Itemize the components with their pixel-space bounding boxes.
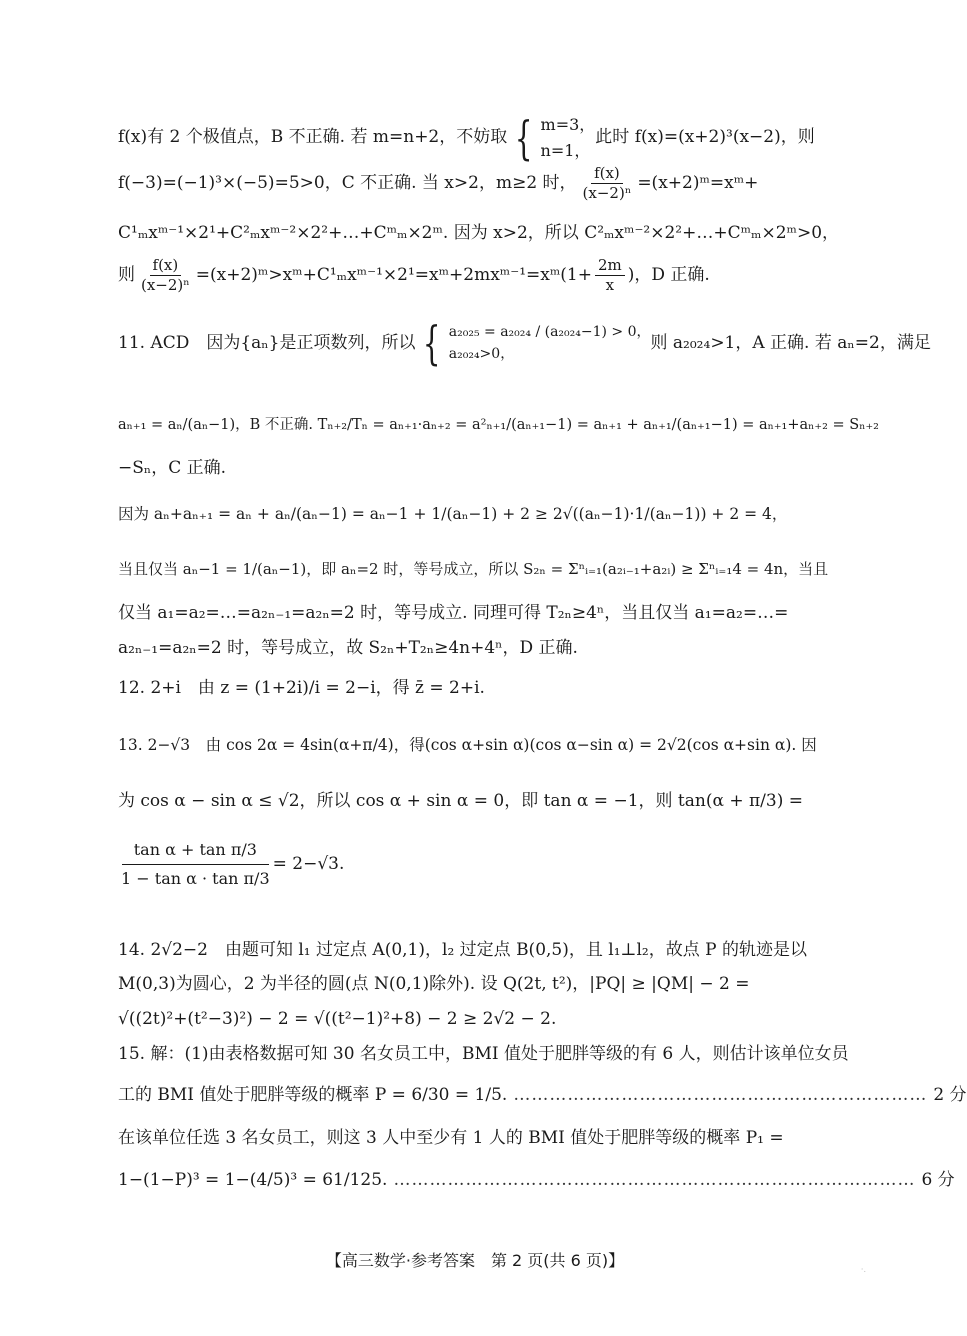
text-line-11 bbox=[118, 640, 578, 657]
fraction-denominator: 1 − tan α · tan π/3 bbox=[121, 869, 270, 888]
line-1-tail: 此时 f(x)=(x+2)³(x−2)，则 bbox=[595, 127, 815, 148]
text-line-1 bbox=[118, 112, 815, 163]
q13-text: 13. 2−√3 由 cos 2α = 4sin(α+π/4)，得(cos α+sin α)(cos α−sin α) = 2√2(cos α+sin α). 因 bbox=[118, 736, 817, 754]
text-line-17 bbox=[118, 976, 749, 993]
text-line-22 bbox=[118, 1170, 955, 1190]
text-line-8 bbox=[118, 507, 787, 523]
fraction-numerator: f(x) bbox=[150, 258, 182, 276]
text-line-18 bbox=[118, 1011, 556, 1028]
line-3-text: C¹ₘxᵐ⁻¹×2¹+C²ₘxᵐ⁻²×2²+…+Cᵐₘ×2ᵐ. 因为 x>2，所以 C²ₘxᵐ⁻²×2²+…+Cᵐₘ×2ᵐ>0， bbox=[118, 223, 840, 243]
fraction-numerator: f(x) bbox=[591, 166, 623, 184]
line-20-text: 工的 BMI 值处于肥胖等级的概率 P = 6/30 = 1/5. bbox=[118, 1085, 508, 1105]
text-line-3 bbox=[118, 225, 839, 242]
page-footer: 【高三数学·参考答案 第 2 页(共 6 页)】 bbox=[325, 1251, 625, 1270]
text-line-12 bbox=[118, 680, 485, 697]
fraction bbox=[580, 166, 635, 201]
q11-tail: 则 a₂₀₂₄>1，A 正确. 若 aₙ=2，满足 bbox=[650, 332, 931, 353]
line-9-text: 当且仅当 aₙ−1 = 1/(aₙ−1)，即 aₙ=2 时，等号成立，所以 S₂ₙ = Σⁿᵢ₌₁(a₂ᵢ₋₁+a₂ᵢ) ≥ Σⁿᵢ₌₁4 = 4n，当且 bbox=[118, 560, 829, 578]
system-row: n=1， bbox=[540, 140, 591, 160]
q14-text: 14. 2√2−2 由题可知 l₁ 过定点 A(0,1)，l₂ 过定点 B(0,5)，且 l₁⊥l₂，故点 P 的轨迹是以 bbox=[118, 940, 807, 960]
left-brace-icon: { bbox=[423, 316, 441, 370]
equation-system bbox=[541, 112, 596, 163]
text-line-20 bbox=[118, 1085, 967, 1105]
text-line-5 bbox=[118, 316, 931, 370]
line-8-text: 因为 aₙ+aₙ₊₁ = aₙ + aₙ/(aₙ−1) = aₙ−1 + 1/(aₙ−1) + 2 ≥ 2√((aₙ−1)·1/(aₙ−1)) + 2 = 4， bbox=[118, 505, 788, 523]
line-21-text: 在该单位任选 3 名女员工，则这 3 人中至少有 1 人的 BMI 值处于肥胖等级的概率 P₁ = bbox=[118, 1128, 784, 1148]
fraction-denominator: (x−2)ⁿ bbox=[582, 184, 632, 202]
fraction bbox=[121, 842, 270, 887]
line-2-tail: =(x+2)ᵐ=xᵐ+ bbox=[637, 173, 759, 193]
text-line-9 bbox=[118, 562, 828, 577]
line-22-text: 1−(1−P)³ = 1−(4/5)³ = 61/125. bbox=[118, 1170, 388, 1190]
line-11-text: a₂ₙ₋₁=a₂ₙ=2 时，等号成立，故 S₂ₙ+T₂ₙ≥4n+4ⁿ，D 正确. bbox=[118, 638, 578, 658]
line-17-text: M(0,3)为圆心，2 为半径的圆(点 N(0,1)除外). 设 Q(2t, t²)，|PQ| ≥ |QM| − 2 = bbox=[118, 974, 750, 994]
fraction-denominator: x bbox=[605, 276, 615, 294]
q15-text: 15. 解：(1)由表格数据可知 30 名女员工中，BMI 值处于肥胖等级的有 6 人，则估计该单位女员 bbox=[118, 1044, 849, 1064]
line-4-text: 则 bbox=[118, 265, 135, 285]
system-row: a₂₀₂₄>0， bbox=[448, 346, 515, 362]
text-line-15 bbox=[118, 842, 344, 887]
text-line-14 bbox=[118, 793, 803, 810]
text-line-13 bbox=[118, 738, 817, 754]
fraction bbox=[595, 258, 625, 293]
system-row: m=3， bbox=[540, 115, 596, 134]
q12-text: 12. 2+i 由 z = (1+2i)/i = 2−i，得 z̄ = 2+i. bbox=[118, 678, 485, 698]
line-7-text: −Sₙ，C 正确. bbox=[118, 458, 227, 478]
fraction bbox=[138, 258, 193, 293]
score-label: 6 分 bbox=[921, 1170, 955, 1190]
text-line-2 bbox=[118, 166, 758, 201]
left-brace-icon: { bbox=[515, 110, 533, 165]
line-15-tail: = 2−√3. bbox=[272, 854, 345, 874]
leader-dots: …………………………………………………………………………… bbox=[393, 1170, 916, 1190]
fraction-numerator: tan α + tan π/3 bbox=[122, 842, 269, 865]
text-line-4 bbox=[118, 258, 710, 293]
q11-intro: 11. ACD 因为{aₙ}是正项数列，所以 bbox=[118, 332, 416, 353]
corner-mark: ·. bbox=[860, 1265, 866, 1274]
line-10-text: 仅当 a₁=a₂=…=a₂ₙ₋₁=a₂ₙ=2 时，等号成立. 同理可得 T₂ₙ≥4ⁿ，当且仅当 a₁=a₂=…= bbox=[118, 603, 789, 623]
equation-system bbox=[449, 321, 651, 366]
text-line-16 bbox=[118, 942, 807, 959]
text-line-19 bbox=[118, 1046, 849, 1063]
score-label: 2 分 bbox=[933, 1085, 967, 1105]
text-line-7 bbox=[118, 460, 226, 477]
line-4-middle: =(x+2)ᵐ>xᵐ+C¹ₘxᵐ⁻¹×2¹=xᵐ+2mxᵐ⁻¹=xᵐ(1+ bbox=[195, 265, 592, 285]
text-line-6 bbox=[118, 418, 879, 433]
line-2-text: f(−3)=(−1)³×(−5)=5>0，C 不正确. 当 x>2，m≥2 时， bbox=[118, 173, 577, 193]
text-line-21 bbox=[118, 1130, 784, 1147]
fraction-numerator: 2m bbox=[595, 258, 625, 276]
fraction-denominator: (x−2)ⁿ bbox=[141, 276, 190, 294]
line-14-text: 为 cos α − sin α ≤ √2，所以 cos α + sin α = 0，即 tan α = −1，则 tan(α + π/3) = bbox=[118, 791, 803, 811]
line-4-tail: )，D 正确. bbox=[627, 265, 710, 285]
text-line-10 bbox=[118, 605, 788, 622]
line-18-text: √((2t)²+(t²−3)²) − 2 = √((t²−1)²+8) − 2 ≥ 2√2 − 2. bbox=[118, 1009, 557, 1029]
line-6-text: aₙ₊₁ = aₙ/(aₙ−1)，B 不正确. Tₙ₊₂/Tₙ = aₙ₊₁·aₙ₊₂ = a²ₙ₊₁/(aₙ₊₁−1) = aₙ₊₁ + aₙ₊₁/(aₙ₊₁−1) = aₙ₊₁+aₙ₊₂ = Sₙ₊₂ bbox=[118, 417, 879, 433]
line-1-text: f(x)有 2 个极值点，B 不正确. 若 m=n+2，不妨取 bbox=[118, 127, 508, 148]
leader-dots: …………………………………………………………… bbox=[513, 1085, 928, 1105]
system-row: a₂₀₂₅ = a₂₀₂₄ / (a₂₀₂₄−1) > 0， bbox=[448, 323, 651, 340]
